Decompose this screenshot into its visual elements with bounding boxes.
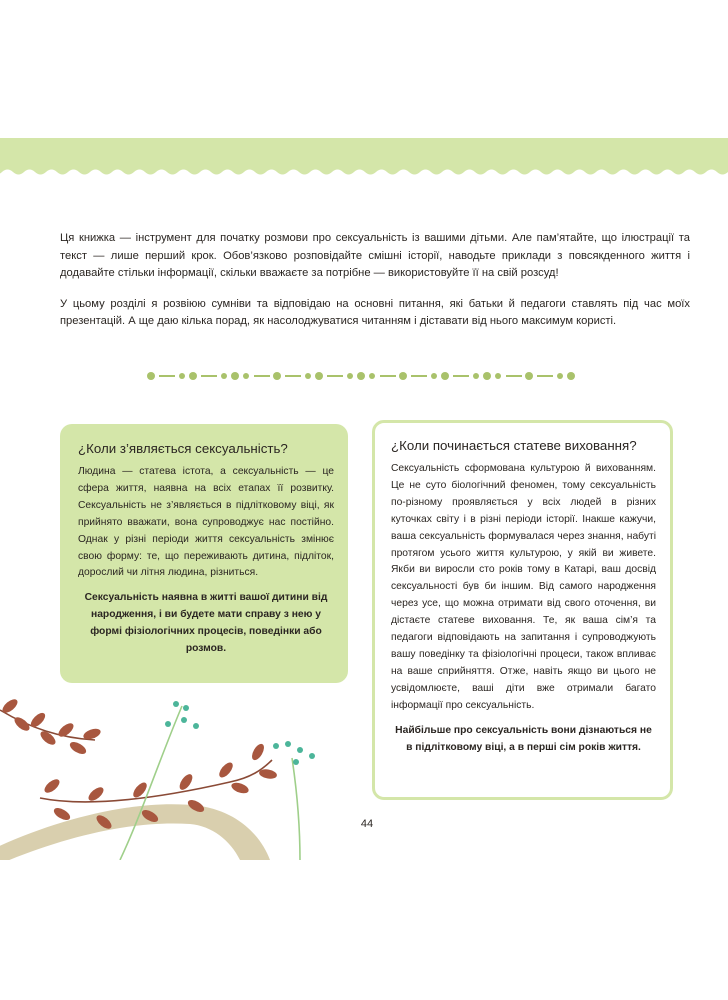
flower-bud: [273, 743, 279, 749]
flower-bud: [193, 723, 199, 729]
leaf: [230, 781, 250, 796]
box-body-text: Сексуальність сформована культурою й вихованням. Це не суто біологічний феномен, тому сексуальність по-різному проявляється у всіх людей в різних куточках світу і в різні періоди історії. Інакше кажучи, ваша сексуальність формувалася через знання, набуті протягом усього життя культурою, у якій ви живете. Якби ви виросли сто років тому в Катарі, ваш досвід сексуальності був би іншим. Від самого народження через усе, що можна отримати від свого оточення, ви дістаєте статеве виховання. Те, як ваша сім’я та педагоги відповідають на запитання і супроводжують вашу поведінку та фізіологічні процеси, також впливає на ваше сприйняття. Отже, навіть якщо ви цього не усвідомлюєте, ваші діти вже отримали багато інформації про сексуальність.: [391, 463, 656, 711]
box-title: ¿Коли починається статеве виховання?: [391, 438, 637, 453]
divider-dot: [473, 373, 479, 379]
stem-right: [292, 758, 300, 860]
divider-dot: [357, 372, 365, 380]
divider-dot: [189, 372, 197, 380]
question-box-sexuality-appears: [60, 424, 348, 683]
box-body-text: Людина — статева істота, а сексуальність — це сфера життя, наявна на всіх етапах її розвитку. Сексуальність не з’являється в підлітковому віці, як прийнято вважати, вона супроводжує нас постійно. Однак у різні періоди життя сексуальність змінює свою форму: те, що переживають дитина, підліток, дорослий чи літня людина, різниться.: [78, 466, 334, 579]
divider-dot: [441, 372, 449, 380]
leaf: [28, 710, 47, 729]
divider-dot: [221, 373, 227, 379]
divider-dot: [399, 372, 407, 380]
question-box-sex-education-starts: [372, 420, 673, 800]
intro-text: [60, 230, 690, 344]
flower-bud: [285, 741, 291, 747]
branch-illustration: [0, 698, 360, 860]
divider-dot: [483, 372, 491, 380]
divider-dot: [557, 373, 563, 379]
intro-paragraph-1: Ця книжка — інструмент для початку розмови про сексуальність із вашими дітьми. Але пам’ятайте, що ілюстрації та текст — лише перший крок. Обов’язково розповідайте смішні історії, наводьте приклади з повсякденного життя і додавайте стільки інформації, скільки вважаєте за потрібне — використовуйте її на свій розсуд!: [60, 232, 690, 279]
box-emphasis-text: Сексуальність наявна в житті вашої дитини від народження, і ви будете мати справу з нею у формі фізіологічних процесів, поведінки або розмов.: [84, 592, 328, 655]
stem-left: [120, 706, 182, 860]
page-number: 44: [360, 818, 374, 830]
divider-dot: [231, 372, 239, 380]
divider-dot: [369, 373, 375, 379]
divider-dot: [273, 372, 281, 380]
box-title: ¿Коли з’являється сексуальність?: [78, 441, 288, 456]
flower-bud: [181, 717, 187, 723]
divider-dot: [431, 373, 437, 379]
box-emphasis-text: Найбільше про сексуальність вони дізнаються не в підлітковому віці, а в перші сім років життя.: [395, 724, 652, 753]
leaf: [217, 760, 235, 780]
leaf: [177, 772, 195, 792]
divider-dot: [315, 372, 323, 380]
dotted-divider: [145, 367, 585, 385]
leaf: [86, 785, 106, 803]
divider-dot: [305, 373, 311, 379]
flower-bud: [183, 705, 189, 711]
curved-branch: [0, 804, 270, 860]
book-page: [0, 138, 728, 860]
divider-dot: [347, 373, 353, 379]
divider-dot: [147, 372, 155, 380]
leaf-vine-lower: [40, 760, 272, 802]
flower-bud: [165, 721, 171, 727]
flower-bud: [309, 753, 315, 759]
divider-dot: [179, 373, 185, 379]
flower-bud: [293, 759, 299, 765]
leaf: [68, 740, 88, 757]
divider-dot: [243, 373, 249, 379]
leaf: [52, 806, 72, 823]
leaf: [42, 777, 62, 795]
divider-dot: [525, 372, 533, 380]
leaf: [250, 742, 267, 762]
flower-bud: [173, 701, 179, 707]
intro-paragraph-2: У цьому розділі я розвіюю сумніви та відповідаю на основні питання, які батьки й педагоги ставлять під час моїх презентацій. А ще даю кілька порад, як насолоджуватися читанням і діставати від нього максимум користі.: [60, 297, 690, 327]
divider-dot: [495, 373, 501, 379]
divider-dot: [567, 372, 575, 380]
wavy-header-band: [0, 138, 728, 188]
flower-bud: [297, 747, 303, 753]
